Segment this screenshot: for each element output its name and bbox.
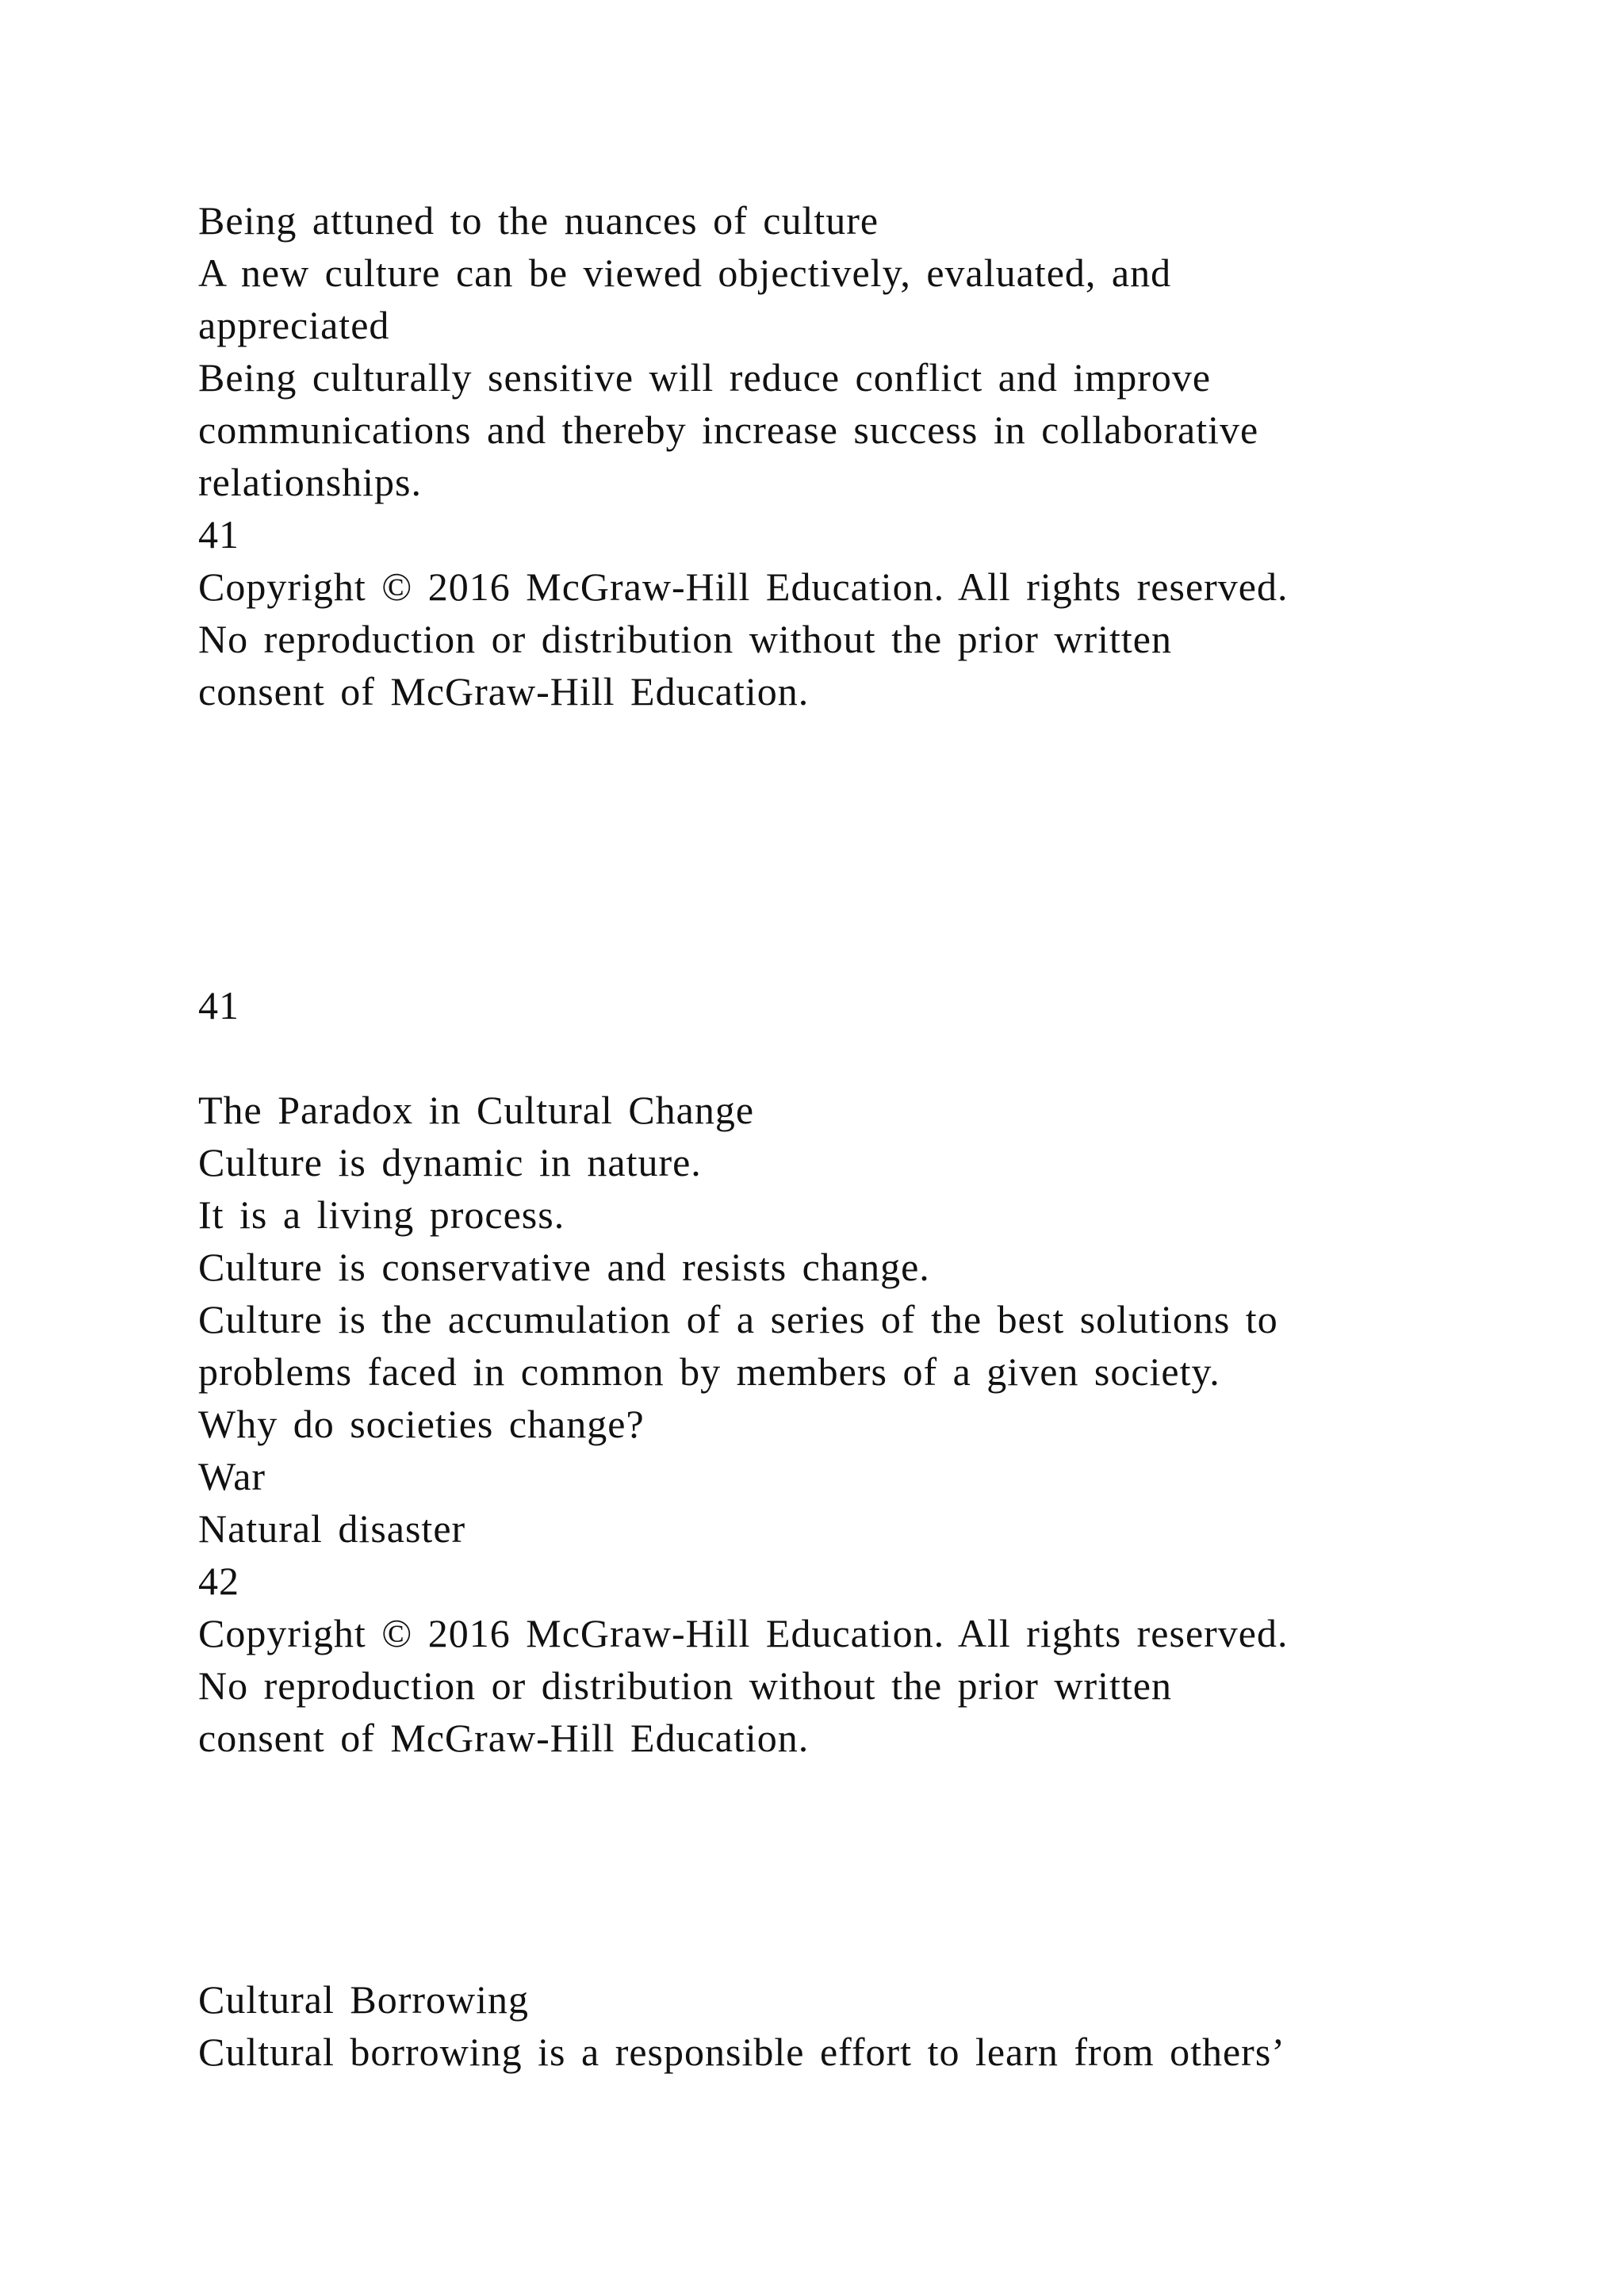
copyright-line: consent of McGraw-Hill Education. (198, 669, 810, 714)
page-number: 41 (198, 512, 239, 557)
text-line: relationships. (198, 460, 423, 504)
copyright-line: No reproduction or distribution without the prior written (198, 1663, 1172, 1708)
text-line: It is a living process. (198, 1192, 565, 1237)
page-number: 42 (198, 1559, 239, 1603)
text-line: Being culturally sensitive will reduce conflict and improve (198, 355, 1212, 400)
text-line: Cultural borrowing is a responsible effort to learn from others’ (198, 2030, 1285, 2074)
section-heading: Cultural Borrowing (198, 1977, 530, 2022)
text-line: Natural disaster (198, 1506, 466, 1551)
copyright-line: No reproduction or distribution without the prior written (198, 617, 1172, 661)
text-line: appreciated (198, 303, 390, 347)
text-line: Culture is conservative and resists change. (198, 1245, 930, 1289)
text-line: Why do societies change? (198, 1402, 645, 1446)
text-line: Culture is the accumulation of a series of the best solutions to (198, 1297, 1278, 1341)
text-line: Being attuned to the nuances of culture (198, 198, 879, 243)
text-line: Culture is dynamic in nature. (198, 1140, 702, 1184)
copyright-line: Copyright © 2016 McGraw-Hill Education. All rights reserved. (198, 1611, 1289, 1655)
slide-number: 41 (198, 983, 239, 1027)
copyright-line: consent of McGraw-Hill Education. (198, 1716, 810, 1760)
text-line: A new culture can be viewed objectively, evaluated, and (198, 251, 1172, 295)
text-line: War (198, 1454, 266, 1498)
copyright-line: Copyright © 2016 McGraw-Hill Education. All rights reserved. (198, 564, 1289, 609)
text-line: communications and thereby increase success in collaborative (198, 408, 1259, 452)
text-line: problems faced in common by members of a given society. (198, 1349, 1220, 1394)
section-heading: The Paradox in Cultural Change (198, 1088, 755, 1132)
